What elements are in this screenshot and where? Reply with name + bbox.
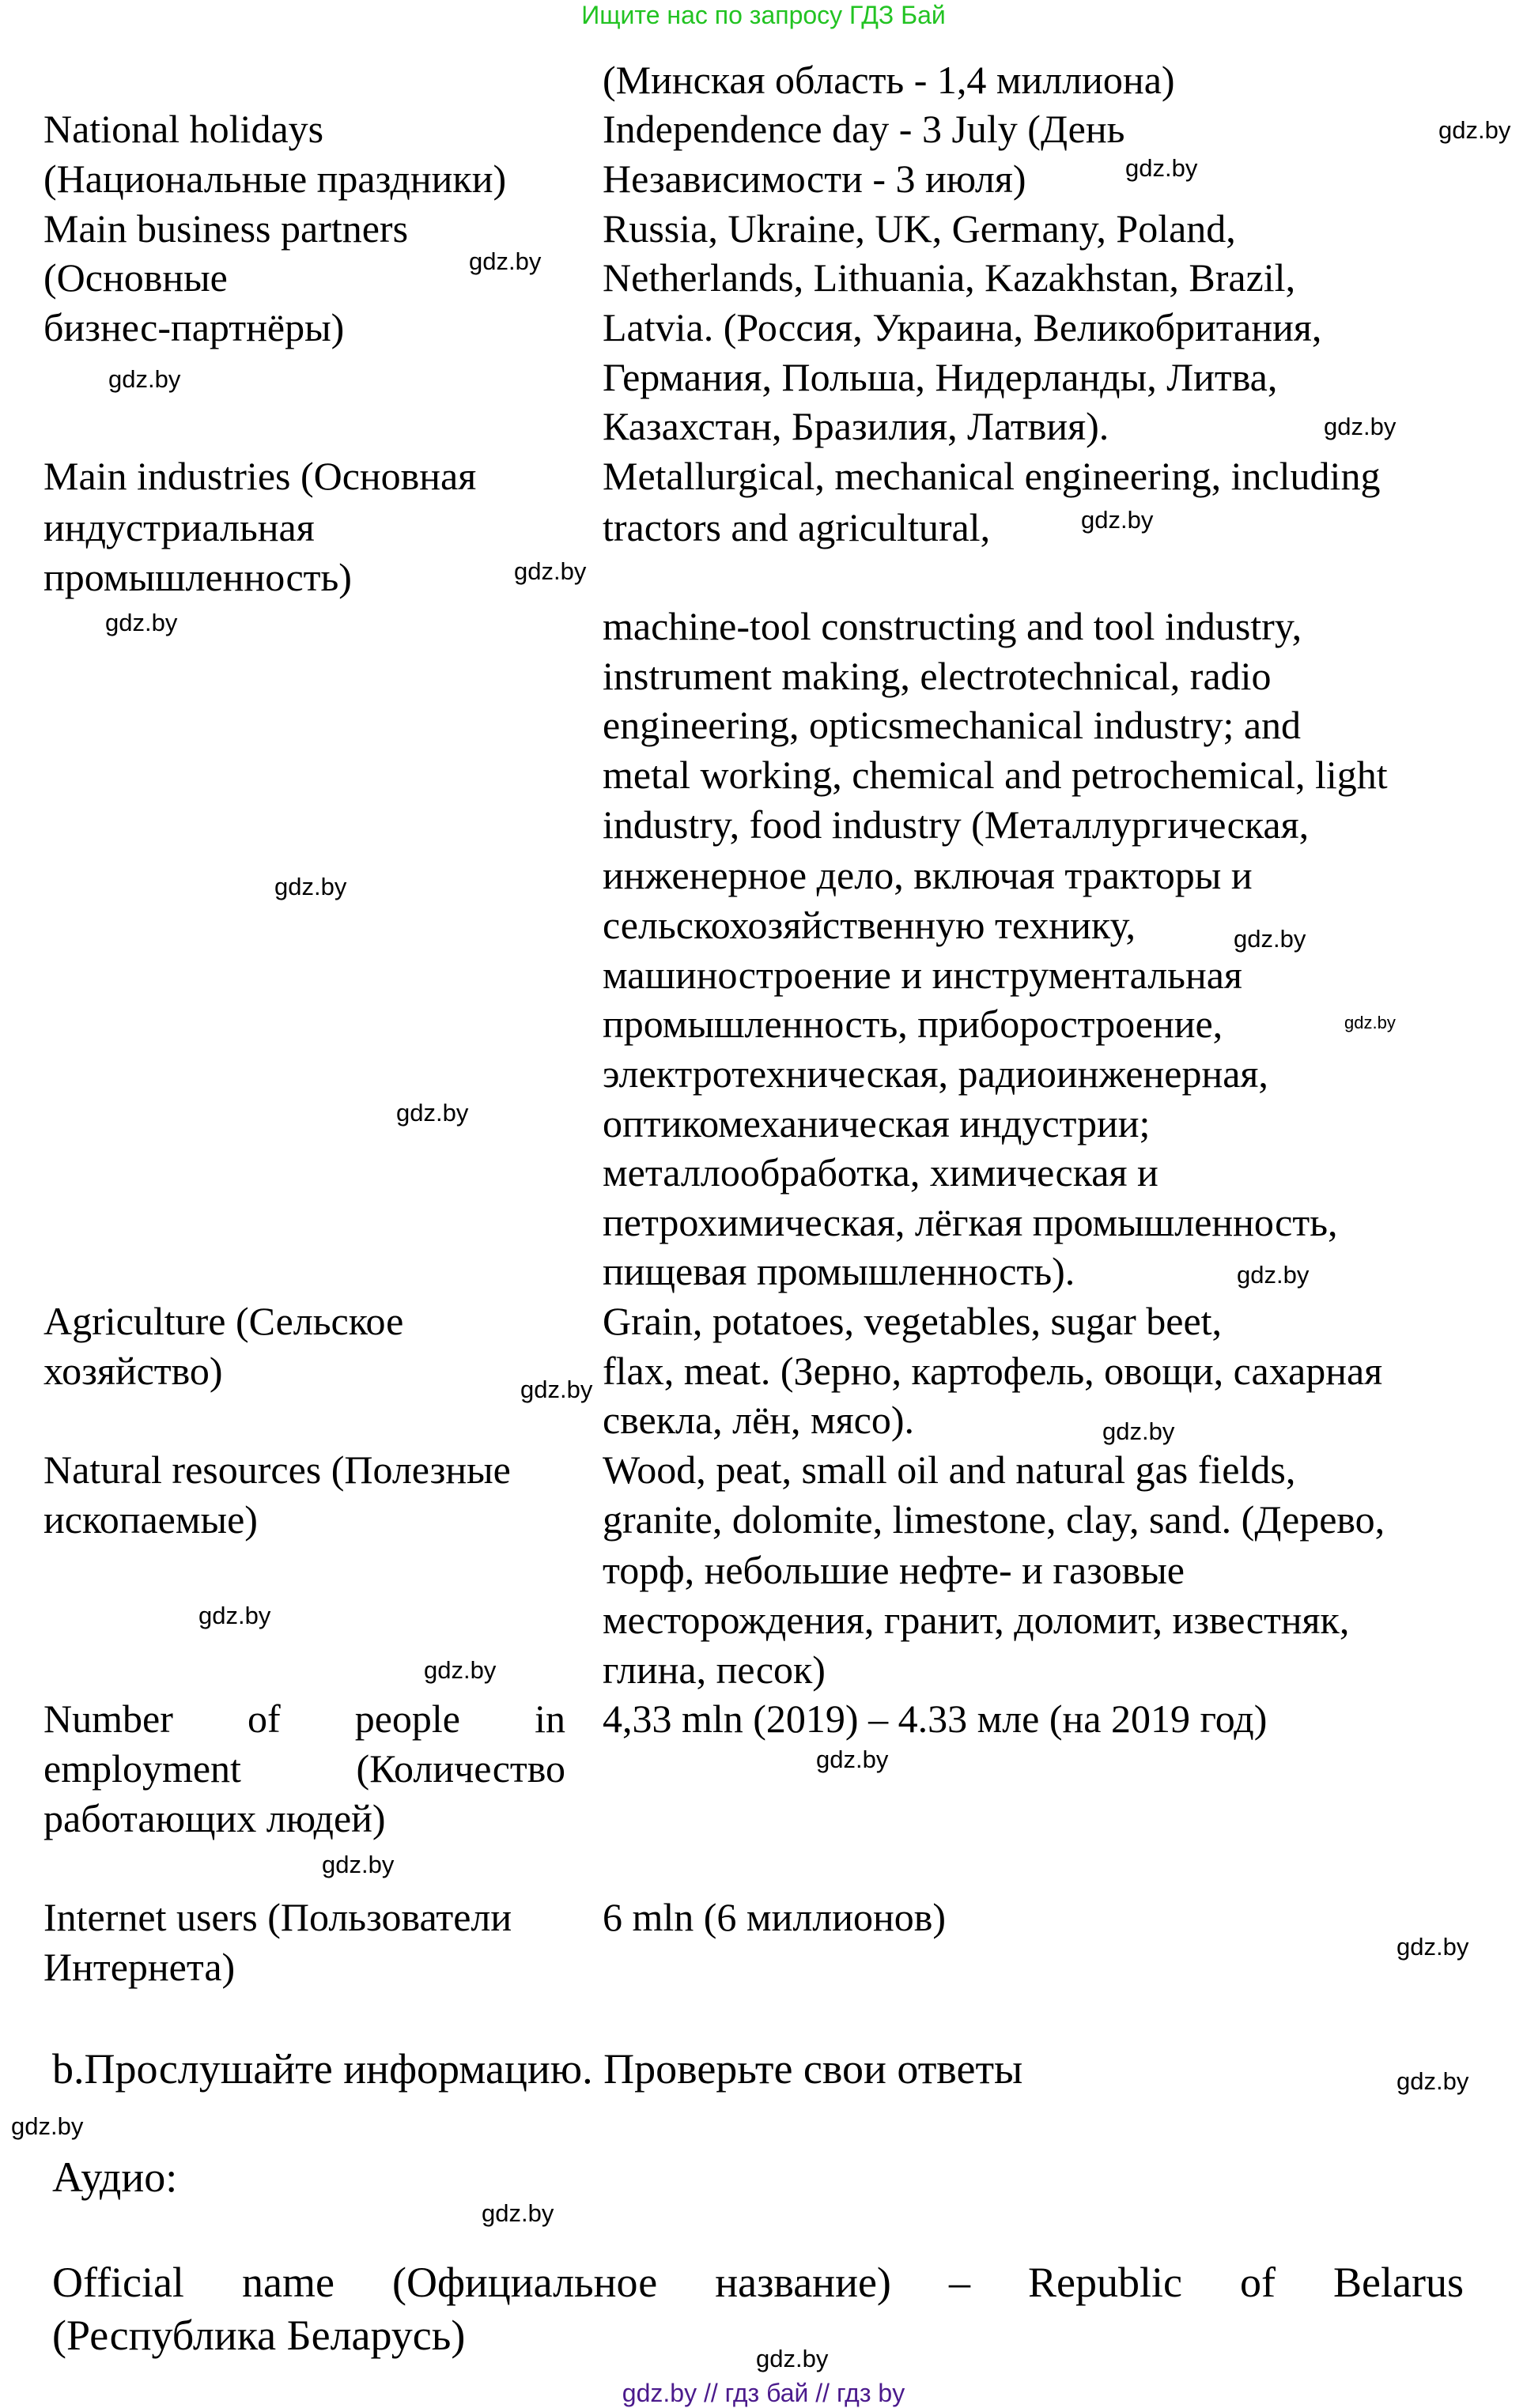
watermark: gdz.by xyxy=(469,247,542,275)
watermark: gdz.by xyxy=(108,365,181,393)
row-value: engineering, opticsmechanical industry; and xyxy=(603,703,1302,747)
row-label: Internet users (Пользователи xyxy=(43,1895,512,1939)
row-value: 4,33 mln (2019) – 4.33 мле (на 2019 год) xyxy=(603,1697,1268,1741)
row-value: Независимости - 3 июля) xyxy=(603,157,1026,201)
row-label: employment (Количество xyxy=(43,1746,565,1791)
watermark: gdz.by xyxy=(1344,1013,1396,1032)
row-label: Agriculture (Сельское xyxy=(43,1299,404,1343)
watermark: gdz.by xyxy=(198,1602,271,1629)
row-label: Интернета) xyxy=(43,1945,236,1989)
watermark: gdz.by xyxy=(1397,1933,1469,1961)
row-value: tractors and agricultural, xyxy=(603,505,991,549)
row-label: Natural resources (Полезные xyxy=(43,1447,511,1492)
row-label: National holidays xyxy=(43,107,324,151)
section-b-title: b.Прослушайте информацию. Проверьте свои ответы xyxy=(52,2045,1023,2093)
row-label: хозяйство) xyxy=(43,1349,223,1393)
row-value: торф, небольшие нефте- и газовые xyxy=(603,1548,1185,1592)
footer-links[interactable]: gdz.by // гдз бай // гдз by xyxy=(622,2379,905,2407)
row-value: Latvia. (Россия, Украина, Великобритания, xyxy=(603,305,1322,349)
official-name-line: Official name (Официальное название) – Republic of Belarus xyxy=(52,2259,1464,2306)
watermark: gdz.by xyxy=(1237,1261,1310,1289)
row-value: Russia, Ukraine, UK, Germany, Poland, xyxy=(603,206,1236,251)
row-value: электротехническая, радиоинженерная, xyxy=(603,1051,1268,1096)
row-value: инженерное дело, включая тракторы и xyxy=(603,853,1253,897)
population-tail: (Минская область - 1,4 миллиона) xyxy=(603,58,1175,102)
row-value: металлообработка, химическая и xyxy=(603,1150,1158,1195)
row-value: industry, food industry (Металлургическая, xyxy=(603,802,1310,847)
row-value: машиностроение и инструментальная xyxy=(603,953,1242,997)
watermark: gdz.by xyxy=(424,1656,497,1684)
watermark: gdz.by xyxy=(1081,506,1154,534)
audio-label: Аудио: xyxy=(52,2153,178,2201)
watermark: gdz.by xyxy=(274,873,347,900)
row-value: промышленность, приборостроение, xyxy=(603,1002,1223,1046)
row-label: (Основные xyxy=(43,255,228,300)
watermark: gdz.by xyxy=(322,1851,395,1878)
row-value: Германия, Польша, Нидерланды, Литва, xyxy=(603,355,1278,399)
row-value: 6 mln (6 миллионов) xyxy=(603,1895,947,1939)
row-label: бизнес-партнёры) xyxy=(43,305,345,349)
watermark: gdz.by xyxy=(816,1746,889,1773)
row-label: промышленность) xyxy=(43,555,352,599)
row-label: Main industries (Основная xyxy=(43,454,477,498)
row-value: instrument making, electrotechnical, radio xyxy=(603,654,1272,698)
row-value: Netherlands, Lithuania, Kazakhstan, Brazil, xyxy=(603,255,1296,300)
row-label: ископаемые) xyxy=(43,1497,258,1542)
watermark: gdz.by xyxy=(514,557,587,585)
row-value: свекла, лён, мясо). xyxy=(603,1398,915,1442)
row-value: глина, песок) xyxy=(603,1647,826,1692)
watermark: gdz.by xyxy=(1125,154,1198,182)
row-value: Wood, peat, small oil and natural gas fields, xyxy=(603,1447,1296,1492)
official-name-line: (Республика Беларусь) xyxy=(52,2312,466,2359)
search-banner[interactable]: Ищите нас по запросу ГДЗ Бай xyxy=(581,1,946,29)
watermark: gdz.by xyxy=(1324,413,1397,440)
row-value: пищевая промышленность). xyxy=(603,1249,1075,1293)
row-label: Number of people in xyxy=(43,1697,565,1741)
watermark: gdz.by xyxy=(520,1376,593,1403)
row-value: Independence day - 3 July (День xyxy=(603,107,1125,151)
row-value: Казахстан, Бразилия, Латвия). xyxy=(603,404,1109,448)
row-label: индустриальная xyxy=(43,505,315,549)
row-value: сельскохозяйственную технику, xyxy=(603,903,1136,947)
row-label: (Национальные праздники) xyxy=(43,157,507,201)
row-value: Grain, potatoes, vegetables, sugar beet, xyxy=(603,1299,1223,1343)
row-value: оптикомеханическая индустрии; xyxy=(603,1101,1151,1145)
watermark: gdz.by xyxy=(105,609,178,636)
row-value: metal working, chemical and petrochemical, light xyxy=(603,753,1388,797)
watermark: gdz.by xyxy=(11,2112,84,2140)
row-value: granite, dolomite, limestone, clay, sand. (Дерево, xyxy=(603,1497,1385,1542)
watermark: gdz.by xyxy=(1234,925,1306,953)
row-value: Metallurgical, mechanical engineering, including xyxy=(603,454,1381,498)
watermark: gdz.by xyxy=(756,2345,829,2372)
row-value: петрохимическая, лёгкая промышленность, xyxy=(603,1200,1338,1244)
watermark: gdz.by xyxy=(1397,2067,1469,2095)
row-value: machine-tool constructing and tool industry, xyxy=(603,604,1302,648)
watermark: gdz.by xyxy=(1102,1417,1175,1445)
row-label: Main business partners xyxy=(43,206,409,251)
row-value: flax, meat. (Зерно, картофель, овощи, сахарная xyxy=(603,1349,1383,1393)
row-label: работающих людей) xyxy=(43,1796,386,1840)
watermark: gdz.by xyxy=(396,1099,469,1127)
row-value: месторождения, гранит, доломит, известняк, xyxy=(603,1598,1350,1642)
watermark: gdz.by xyxy=(482,2199,554,2227)
watermark: gdz.by xyxy=(1438,116,1511,144)
